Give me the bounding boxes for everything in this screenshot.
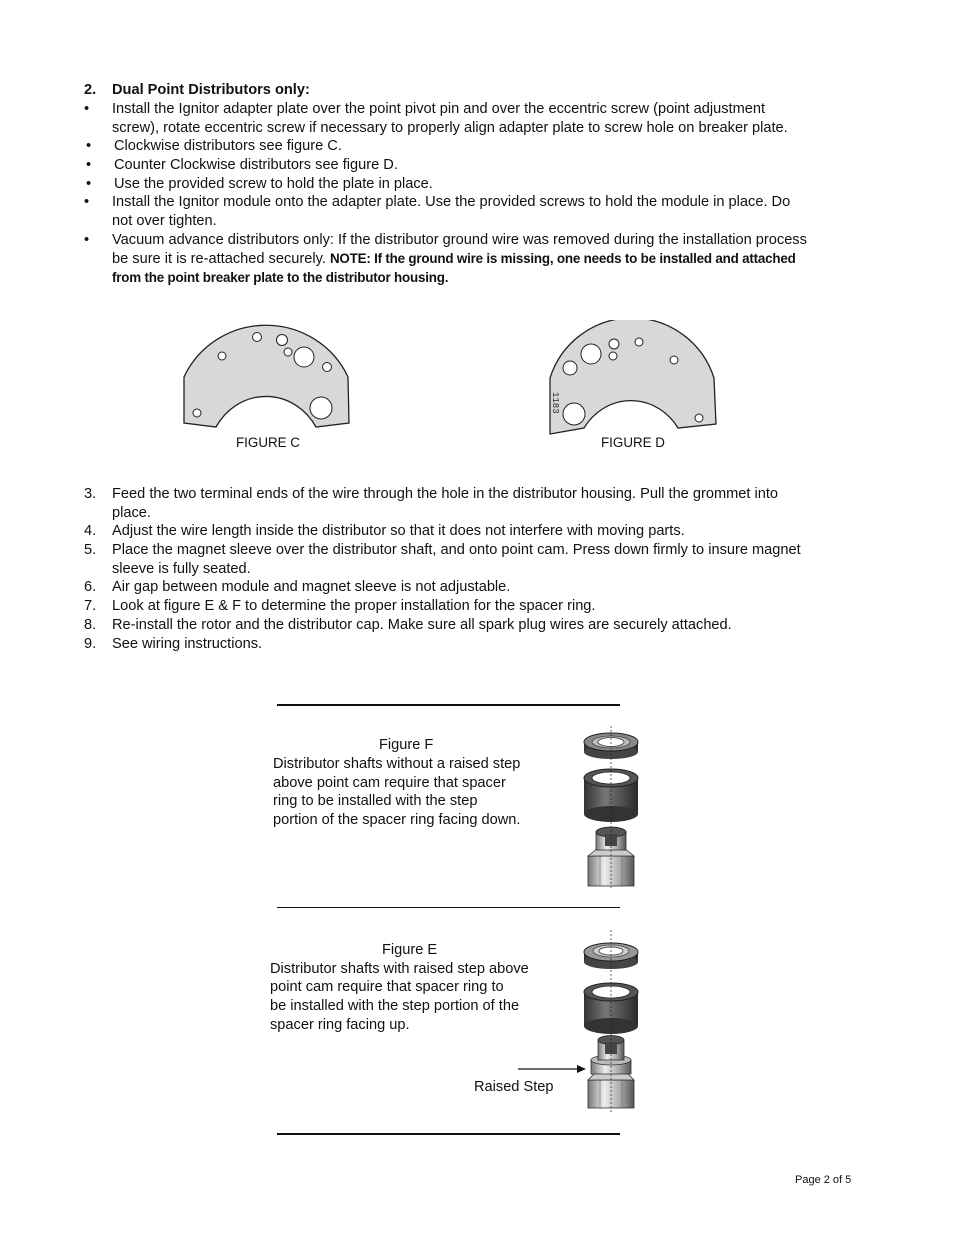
bullet-text-line: not over tighten. [112, 213, 217, 229]
divider-bottom [277, 1133, 620, 1135]
step-text-line: Adjust the wire length inside the distributor so that it does not interfere with moving parts. [112, 523, 685, 539]
figure-f-text-line: ring to be installed with the step [273, 793, 478, 809]
figure-d-adapter-plate [544, 320, 720, 438]
bullet-text-line: Install the Ignitor module onto the adapter plate. Use the provided screws to hold the module in place. Do [112, 194, 791, 210]
step-number: 7. [84, 598, 97, 614]
bullet-text-line: Vacuum advance distributors only: If the distributor ground wire was removed during the installation process [112, 232, 807, 248]
section-heading: Dual Point Distributors only: [112, 82, 310, 98]
figure-d-caption: FIGURE D [601, 435, 665, 450]
bullet-symbol: • [84, 194, 90, 210]
divider-middle [277, 907, 620, 908]
bullet-text-line: Use the provided screw to hold the plate in place. [114, 176, 433, 192]
step-number: 4. [84, 523, 97, 539]
note-text: NOTE: If the ground wire is missing, one needs to be installed and attached [329, 251, 796, 266]
bullet-text-line: Counter Clockwise distributors see figure D. [114, 157, 398, 173]
bullet-symbol: • [86, 176, 92, 192]
figure-e-text-line: be installed with the step portion of the [270, 998, 520, 1014]
figure-e-text-line: Distributor shafts with raised step above [270, 961, 529, 977]
step-text-line: Air gap between module and magnet sleeve is not adjustable. [112, 579, 511, 595]
figure-c-adapter-plate [176, 315, 356, 433]
step-number: 5. [84, 542, 97, 558]
figure-e-text-line: spacer ring facing up. [270, 1017, 410, 1033]
figure-c-caption: FIGURE C [236, 435, 300, 450]
step-text-line: Place the magnet sleeve over the distributor shaft, and onto point cam. Press down firmly to insure magnet [112, 542, 801, 558]
plate-stamp: 1183 [550, 392, 560, 414]
figure-f-text-line: above point cam require that spacer [273, 775, 506, 791]
figure-e-spacer-illustration [514, 930, 644, 1112]
bullet-symbol: • [84, 232, 90, 248]
step-text-line: place. [112, 505, 151, 521]
divider-top [277, 704, 620, 706]
bullet-symbol: • [86, 138, 92, 154]
step-text-line: Look at figure E & F to determine the proper installation for the spacer ring. [112, 598, 596, 614]
bullet-text-line: Clockwise distributors see figure C. [114, 138, 342, 154]
step-text-line: Feed the two terminal ends of the wire through the hole in the distributor housing. Pull the grommet into [112, 486, 779, 502]
raised-step-label: Raised Step [474, 1079, 554, 1095]
step-number: 6. [84, 579, 97, 595]
bullet-symbol: • [86, 157, 92, 173]
bullet-text-line: Install the Ignitor adapter plate over the point pivot pin and over the eccentric screw (point adjustment [112, 101, 766, 117]
bullet-text-segment: be sure it is re-attached securely. [112, 251, 330, 267]
note-text: from the point breaker plate to the distributor housing. [112, 270, 449, 285]
figure-f-title: Figure F [379, 737, 434, 753]
bullet-text-line-with-note [112, 250, 796, 269]
figure-f-text-line: Distributor shafts without a raised step [273, 756, 521, 772]
bullet-symbol: • [84, 101, 90, 117]
step-number: 8. [84, 617, 97, 633]
section-number: 2. [84, 82, 97, 98]
figure-f-text-line: portion of the spacer ring facing down. [273, 812, 521, 828]
figure-f-spacer-illustration [578, 726, 644, 890]
step-text-line: See wiring instructions. [112, 636, 263, 652]
bullet-text-line: screw), rotate eccentric screw if necessary to properly align adapter plate to screw hole on breaker plate. [112, 120, 788, 136]
step-number: 9. [84, 636, 97, 652]
step-text-line: Re-install the rotor and the distributor cap. Make sure all spark plug wires are securely attached. [112, 617, 732, 633]
step-text-line: sleeve is fully seated. [112, 561, 251, 577]
page-number: Page 2 of 5 [795, 1174, 852, 1186]
step-number: 3. [84, 486, 97, 502]
figure-e-text-line: point cam require that spacer ring to [270, 979, 504, 995]
figure-e-title: Figure E [382, 942, 438, 958]
